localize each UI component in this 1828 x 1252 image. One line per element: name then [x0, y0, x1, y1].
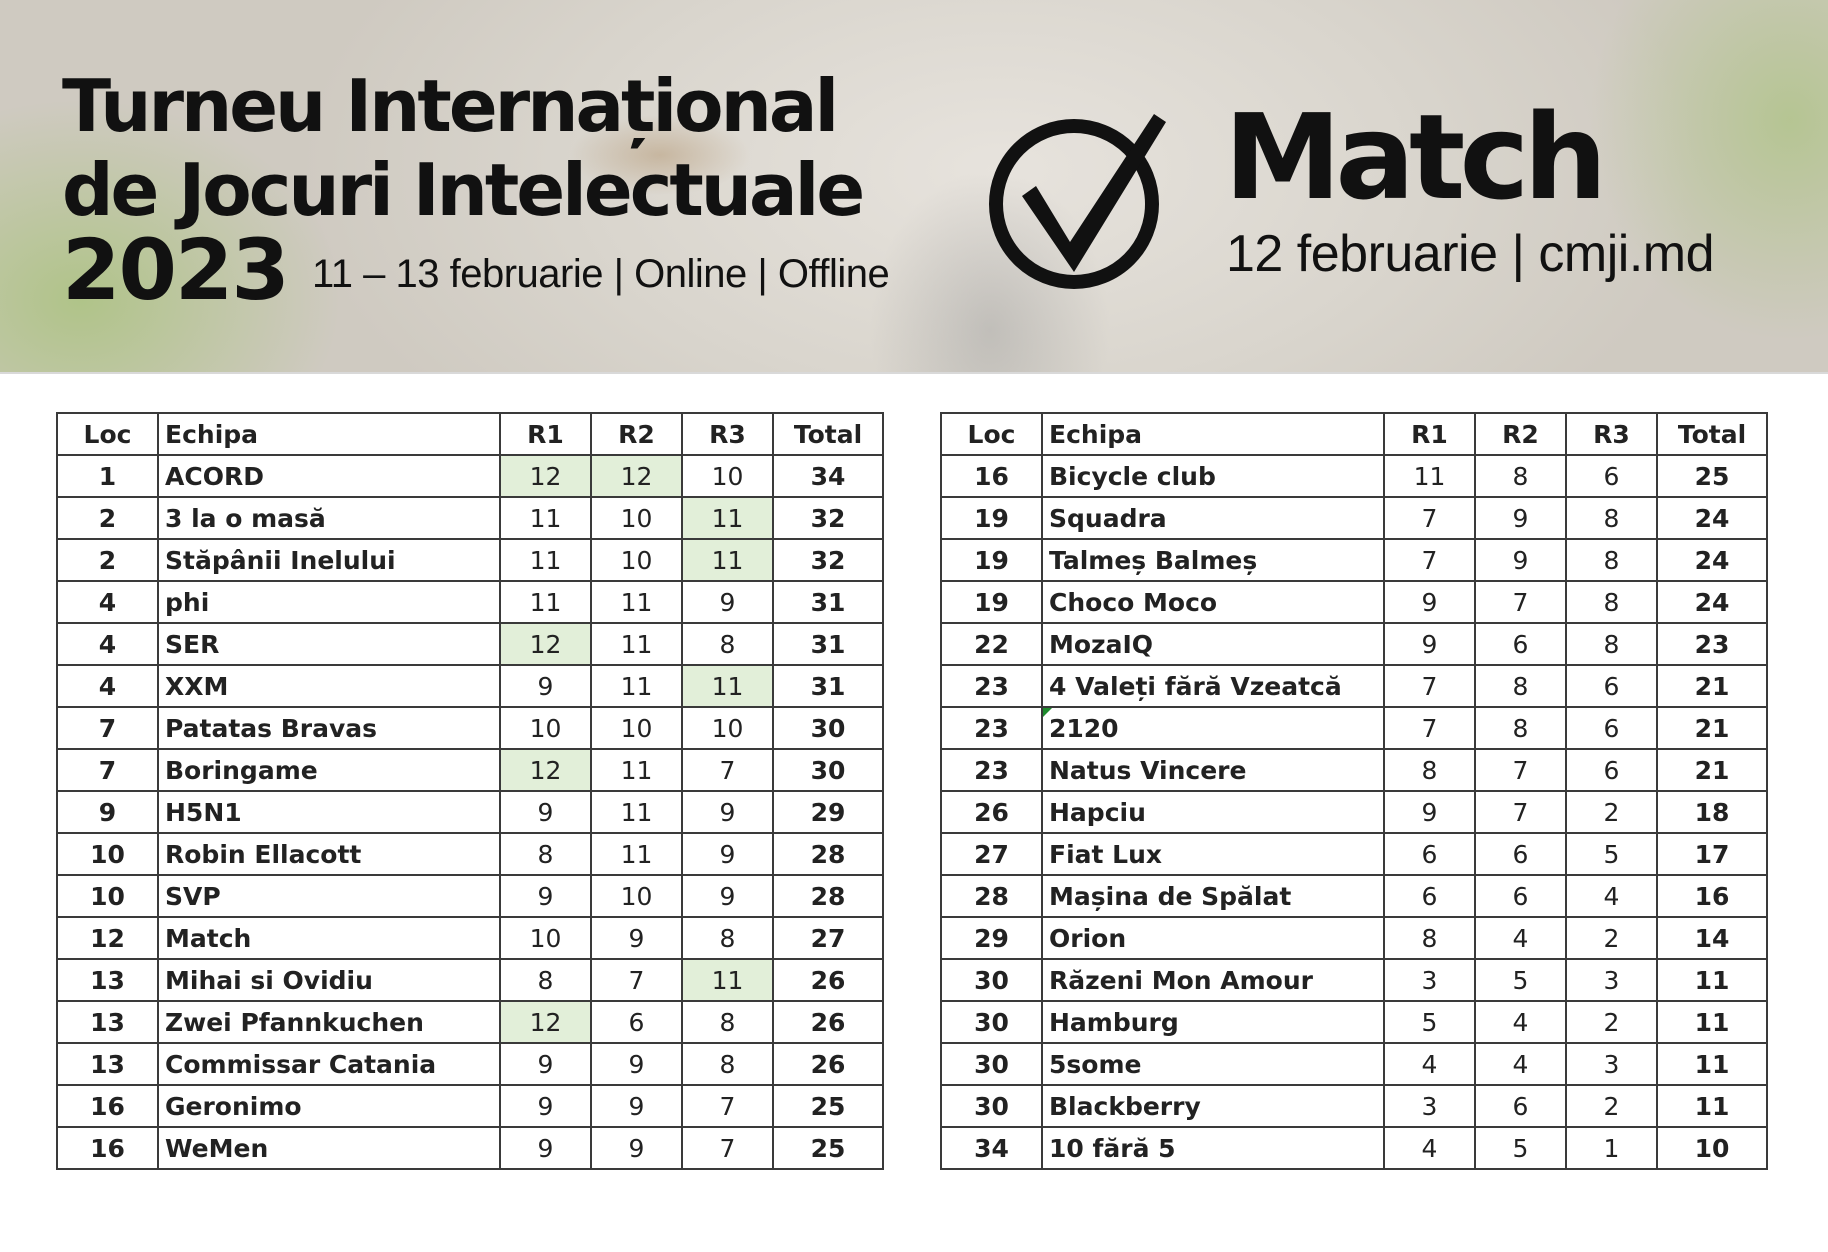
- cell-r1: 11: [500, 581, 591, 623]
- table-row: [57, 791, 883, 833]
- table-row: [57, 665, 883, 707]
- cell-team: H5N1: [158, 791, 500, 833]
- cell-r2: 6: [1475, 833, 1566, 875]
- cell-r3: 8: [1566, 581, 1657, 623]
- cell-r1: 5: [1384, 1001, 1475, 1043]
- cell-r2: 8: [1475, 707, 1566, 749]
- cell-total: 30: [773, 749, 883, 791]
- cell-total: 21: [1657, 707, 1767, 749]
- cell-loc: 27: [941, 833, 1042, 875]
- cell-total: 17: [1657, 833, 1767, 875]
- header-row: [57, 413, 883, 455]
- cell-r1: 4: [1384, 1043, 1475, 1085]
- table-row: [57, 1043, 883, 1085]
- cell-loc: 13: [57, 1001, 158, 1043]
- cell-r2: 10: [591, 497, 682, 539]
- cell-team: Commissar Catania: [158, 1043, 500, 1085]
- tournament-title: [62, 64, 862, 232]
- table-row: [57, 623, 883, 665]
- cell-loc: 2: [57, 497, 158, 539]
- cell-team: MozaIQ: [1042, 623, 1384, 665]
- cell-r2: 6: [1475, 875, 1566, 917]
- cell-r1: 9: [500, 1127, 591, 1169]
- cell-team: Robin Ellacott: [158, 833, 500, 875]
- cell-loc: 13: [57, 959, 158, 1001]
- cell-team: Bicycle club: [1042, 455, 1384, 497]
- table-body-left: [57, 455, 883, 1169]
- col-r3-header: R3: [682, 413, 773, 455]
- cell-team: ACORD: [158, 455, 500, 497]
- cell-loc: 10: [57, 875, 158, 917]
- cell-r3: 9: [682, 581, 773, 623]
- cell-r2: 6: [591, 1001, 682, 1043]
- cell-r2: 7: [1475, 581, 1566, 623]
- cell-r2: 5: [1475, 959, 1566, 1001]
- cell-r3: 2: [1566, 917, 1657, 959]
- table-row: [941, 917, 1767, 959]
- cell-r2: 12: [591, 455, 682, 497]
- cell-r3: 8: [682, 1001, 773, 1043]
- cell-loc: 29: [941, 917, 1042, 959]
- cell-r2: 8: [1475, 455, 1566, 497]
- cell-loc: 34: [941, 1127, 1042, 1169]
- banner-divider: [0, 372, 1828, 374]
- cell-total: 32: [773, 497, 883, 539]
- cell-team: 4 Valeți fără Vzeatcă: [1042, 665, 1384, 707]
- col-total-header: Total: [1657, 413, 1767, 455]
- cell-r1: 8: [1384, 749, 1475, 791]
- cell-r2: 10: [591, 707, 682, 749]
- event-subtitle: 12 februarie | cmji.md: [1226, 225, 1715, 283]
- cell-total: 21: [1657, 665, 1767, 707]
- cell-r3: 6: [1566, 707, 1657, 749]
- cell-r1: 7: [1384, 539, 1475, 581]
- table-row: [941, 749, 1767, 791]
- tournament-year: 2023: [62, 221, 288, 319]
- cell-team: XXM: [158, 665, 500, 707]
- cell-team: Hapciu: [1042, 791, 1384, 833]
- cell-loc: 30: [941, 1085, 1042, 1127]
- cell-r2: 11: [591, 791, 682, 833]
- table-row: [941, 1043, 1767, 1085]
- cell-team: Blackberry: [1042, 1085, 1384, 1127]
- cell-total: 24: [1657, 581, 1767, 623]
- cell-r2: 11: [591, 833, 682, 875]
- cell-team: Geronimo: [158, 1085, 500, 1127]
- cell-r2: 4: [1475, 1043, 1566, 1085]
- cell-loc: 19: [941, 581, 1042, 623]
- table-row: [57, 1001, 883, 1043]
- cell-r3: 2: [1566, 1001, 1657, 1043]
- cell-total: 14: [1657, 917, 1767, 959]
- cell-r1: 9: [500, 665, 591, 707]
- cell-r2: 5: [1475, 1127, 1566, 1169]
- cell-loc: 23: [941, 749, 1042, 791]
- cell-total: 10: [1657, 1127, 1767, 1169]
- cell-r3: 10: [682, 455, 773, 497]
- cell-r3: 11: [682, 497, 773, 539]
- cell-r2: 4: [1475, 1001, 1566, 1043]
- cell-loc: 7: [57, 749, 158, 791]
- table-row: [57, 539, 883, 581]
- cell-team: SVP: [158, 875, 500, 917]
- cell-r3: 6: [1566, 665, 1657, 707]
- table-row: [941, 1001, 1767, 1043]
- cell-team: Natus Vincere: [1042, 749, 1384, 791]
- cell-r3: 3: [1566, 959, 1657, 1001]
- cell-total: 11: [1657, 1001, 1767, 1043]
- cell-loc: 4: [57, 665, 158, 707]
- cell-r1: 9: [1384, 581, 1475, 623]
- col-total-header: Total: [773, 413, 883, 455]
- cell-r2: 11: [591, 665, 682, 707]
- cell-r3: 7: [682, 749, 773, 791]
- cell-total: 16: [1657, 875, 1767, 917]
- cell-team: Stăpânii Inelului: [158, 539, 500, 581]
- cell-r1: 12: [500, 623, 591, 665]
- cell-team: 10 fără 5: [1042, 1127, 1384, 1169]
- cell-loc: 28: [941, 875, 1042, 917]
- cell-r1: 11: [500, 497, 591, 539]
- cell-team: Choco Moco: [1042, 581, 1384, 623]
- cell-r1: 4: [1384, 1127, 1475, 1169]
- cell-r1: 9: [1384, 623, 1475, 665]
- cell-r3: 10: [682, 707, 773, 749]
- cell-team: Talmeș Balmeș: [1042, 539, 1384, 581]
- cell-r1: 7: [1384, 497, 1475, 539]
- cell-team: 2120: [1042, 707, 1384, 749]
- cell-total: 28: [773, 875, 883, 917]
- tournament-dates: 11 – 13 februarie | Online | Offline: [312, 252, 890, 296]
- cell-r2: 9: [591, 1043, 682, 1085]
- table-row: [57, 1085, 883, 1127]
- cell-r2: 9: [1475, 539, 1566, 581]
- cell-loc: 19: [941, 497, 1042, 539]
- cell-team: Mașina de Spălat: [1042, 875, 1384, 917]
- col-r2-header: R2: [591, 413, 682, 455]
- cell-r1: 11: [1384, 455, 1475, 497]
- cell-r3: 11: [682, 665, 773, 707]
- cell-r3: 7: [682, 1085, 773, 1127]
- title-line-2: de Jocuri Intelectuale: [62, 148, 863, 232]
- cell-total: 25: [773, 1127, 883, 1169]
- table-row: [941, 455, 1767, 497]
- cell-team: 5some: [1042, 1043, 1384, 1085]
- cell-loc: 16: [57, 1085, 158, 1127]
- cell-r1: 10: [500, 707, 591, 749]
- cell-total: 18: [1657, 791, 1767, 833]
- cell-loc: 23: [941, 707, 1042, 749]
- cell-total: 11: [1657, 1085, 1767, 1127]
- cell-r2: 11: [591, 581, 682, 623]
- col-loc-header: Loc: [941, 413, 1042, 455]
- cell-r1: 9: [1384, 791, 1475, 833]
- cell-r1: 8: [500, 959, 591, 1001]
- cell-r3: 8: [682, 917, 773, 959]
- cell-r3: 9: [682, 791, 773, 833]
- cell-r1: 3: [1384, 1085, 1475, 1127]
- cell-total: 25: [773, 1085, 883, 1127]
- cell-r3: 6: [1566, 455, 1657, 497]
- cell-r2: 11: [591, 749, 682, 791]
- header-row: [941, 413, 1767, 455]
- table-row: [941, 497, 1767, 539]
- cell-r1: 3: [1384, 959, 1475, 1001]
- results-table-left: [56, 412, 884, 1170]
- cell-r3: 5: [1566, 833, 1657, 875]
- cell-r1: 6: [1384, 833, 1475, 875]
- table-row: [941, 1085, 1767, 1127]
- table-row: [57, 1127, 883, 1169]
- cell-r1: 9: [500, 875, 591, 917]
- cell-r2: 7: [591, 959, 682, 1001]
- cell-total: 34: [773, 455, 883, 497]
- cell-total: 31: [773, 581, 883, 623]
- cell-r1: 7: [1384, 707, 1475, 749]
- cell-r3: 9: [682, 875, 773, 917]
- table-row: [941, 791, 1767, 833]
- cell-r3: 8: [682, 623, 773, 665]
- cell-team: Zwei Pfannkuchen: [158, 1001, 500, 1043]
- table-row: [941, 539, 1767, 581]
- table-row: [57, 917, 883, 959]
- cell-total: 26: [773, 1043, 883, 1085]
- cell-r3: 9: [682, 833, 773, 875]
- col-r1-header: R1: [1384, 413, 1475, 455]
- table-row: [57, 875, 883, 917]
- cell-r2: 8: [1475, 665, 1566, 707]
- cell-r3: 2: [1566, 791, 1657, 833]
- table-row: [57, 497, 883, 539]
- cell-total: 31: [773, 623, 883, 665]
- cell-total: 11: [1657, 959, 1767, 1001]
- cell-loc: 23: [941, 665, 1042, 707]
- cell-r2: 9: [1475, 497, 1566, 539]
- cell-r1: 9: [500, 1043, 591, 1085]
- col-r2-header: R2: [1475, 413, 1566, 455]
- cell-r3: 1: [1566, 1127, 1657, 1169]
- cell-total: 24: [1657, 497, 1767, 539]
- check-circle-icon: [978, 104, 1178, 292]
- cell-total: 24: [1657, 539, 1767, 581]
- cell-loc: 1: [57, 455, 158, 497]
- cell-total: 23: [1657, 623, 1767, 665]
- cell-r1: 7: [1384, 665, 1475, 707]
- cell-loc: 30: [941, 959, 1042, 1001]
- table-row: [941, 665, 1767, 707]
- cell-r1: 9: [500, 791, 591, 833]
- cell-total: 26: [773, 1001, 883, 1043]
- cell-r1: 12: [500, 1001, 591, 1043]
- cell-r1: 12: [500, 455, 591, 497]
- cell-r1: 12: [500, 749, 591, 791]
- cell-loc: 7: [57, 707, 158, 749]
- cell-loc: 10: [57, 833, 158, 875]
- cell-total: 29: [773, 791, 883, 833]
- cell-loc: 4: [57, 623, 158, 665]
- cell-total: 21: [1657, 749, 1767, 791]
- cell-r3: 11: [682, 959, 773, 1001]
- event-title: Match: [1224, 88, 1602, 226]
- table-row: [941, 623, 1767, 665]
- table-row: [941, 1127, 1767, 1169]
- cell-total: 31: [773, 665, 883, 707]
- cell-r1: 9: [500, 1085, 591, 1127]
- cell-team: Orion: [1042, 917, 1384, 959]
- cell-r1: 8: [500, 833, 591, 875]
- cell-loc: 30: [941, 1043, 1042, 1085]
- cell-loc: 4: [57, 581, 158, 623]
- cell-loc: 9: [57, 791, 158, 833]
- cell-r3: 8: [1566, 497, 1657, 539]
- table-row: [57, 455, 883, 497]
- table-row: [57, 833, 883, 875]
- table-row: [57, 707, 883, 749]
- cell-team: Match: [158, 917, 500, 959]
- cell-r3: 4: [1566, 875, 1657, 917]
- cell-r3: 2: [1566, 1085, 1657, 1127]
- cell-loc: 22: [941, 623, 1042, 665]
- cell-r2: 10: [591, 539, 682, 581]
- cell-r3: 11: [682, 539, 773, 581]
- cell-team: Hamburg: [1042, 1001, 1384, 1043]
- title-line-1: Turneu Internațional: [62, 64, 837, 148]
- cell-r3: 3: [1566, 1043, 1657, 1085]
- cell-total: 26: [773, 959, 883, 1001]
- cell-team: Mihai si Ovidiu: [158, 959, 500, 1001]
- cell-team: phi: [158, 581, 500, 623]
- cell-r2: 6: [1475, 623, 1566, 665]
- cell-r1: 10: [500, 917, 591, 959]
- cell-total: 28: [773, 833, 883, 875]
- table-row: [941, 959, 1767, 1001]
- cell-loc: 2: [57, 539, 158, 581]
- cell-r2: 10: [591, 875, 682, 917]
- cell-total: 25: [1657, 455, 1767, 497]
- cell-r1: 6: [1384, 875, 1475, 917]
- cell-loc: 12: [57, 917, 158, 959]
- cell-team: Răzeni Mon Amour: [1042, 959, 1384, 1001]
- cell-r2: 11: [591, 623, 682, 665]
- cell-loc: 16: [941, 455, 1042, 497]
- table-row: [941, 707, 1767, 749]
- cell-loc: 30: [941, 1001, 1042, 1043]
- col-r1-header: R1: [500, 413, 591, 455]
- cell-r2: 7: [1475, 791, 1566, 833]
- cell-team: WeMen: [158, 1127, 500, 1169]
- results-table-right: [940, 412, 1768, 1170]
- col-team-header: Echipa: [1042, 413, 1384, 455]
- header-banner: [0, 0, 1828, 374]
- cell-loc: 26: [941, 791, 1042, 833]
- cell-r2: 7: [1475, 749, 1566, 791]
- cell-r2: 9: [591, 1085, 682, 1127]
- cell-r3: 8: [1566, 539, 1657, 581]
- cell-r3: 8: [1566, 623, 1657, 665]
- cell-loc: 16: [57, 1127, 158, 1169]
- col-r3-header: R3: [1566, 413, 1657, 455]
- table-body-right: [941, 455, 1767, 1169]
- cell-team: SER: [158, 623, 500, 665]
- cell-r3: 8: [682, 1043, 773, 1085]
- col-loc-header: Loc: [57, 413, 158, 455]
- cell-team: Squadra: [1042, 497, 1384, 539]
- cell-r1: 11: [500, 539, 591, 581]
- col-team-header: Echipa: [158, 413, 500, 455]
- cell-total: 30: [773, 707, 883, 749]
- cell-r2: 9: [591, 1127, 682, 1169]
- cell-loc: 13: [57, 1043, 158, 1085]
- cell-total: 32: [773, 539, 883, 581]
- cell-team: Patatas Bravas: [158, 707, 500, 749]
- cell-r3: 6: [1566, 749, 1657, 791]
- table-row: [941, 875, 1767, 917]
- table-row: [941, 833, 1767, 875]
- table-row: [57, 959, 883, 1001]
- cell-r2: 4: [1475, 917, 1566, 959]
- cell-r3: 7: [682, 1127, 773, 1169]
- cell-team: Fiat Lux: [1042, 833, 1384, 875]
- table-row: [941, 581, 1767, 623]
- cell-r1: 8: [1384, 917, 1475, 959]
- cell-r2: 6: [1475, 1085, 1566, 1127]
- cell-total: 27: [773, 917, 883, 959]
- cell-total: 11: [1657, 1043, 1767, 1085]
- table-row: [57, 581, 883, 623]
- cell-r2: 9: [591, 917, 682, 959]
- cell-team: 3 la o masă: [158, 497, 500, 539]
- cell-loc: 19: [941, 539, 1042, 581]
- table-row: [57, 749, 883, 791]
- cell-team: Boringame: [158, 749, 500, 791]
